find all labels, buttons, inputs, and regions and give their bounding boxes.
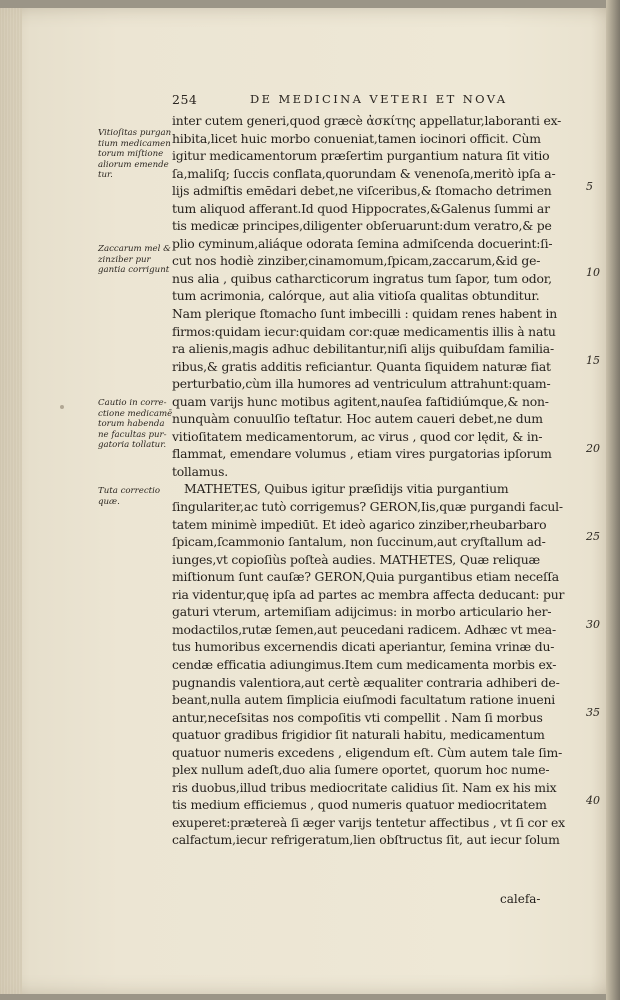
text-line: tum acrimonia, calórque, aut alia vitioſa qualitas obtunditur.: [172, 288, 540, 304]
text-line: ra alienis,magis adhuc debilitantur,niſi alijs quibuſdam familia-: [172, 341, 554, 357]
margin-note: Tuta correctio quæ.: [98, 486, 161, 507]
line-number: 30: [586, 618, 600, 631]
text-line: lijs admiſtis emēdari debet,ne viſceribus,& ſtomacho detrimen: [172, 183, 552, 199]
text-line: plio cyminum,aliáque odorata ſemina admiſcenda docuerint:ſi-: [172, 235, 553, 251]
line-number: 40: [586, 794, 600, 807]
running-header: [172, 92, 612, 108]
text-line: exuperet:prætereà ſi æger varijs tentetur affectibus , vt ſi cor ex: [172, 814, 565, 830]
text-line: quatuor gradibus frigidior ſit naturali habitu, medicamentum: [172, 727, 545, 743]
line-number: 20: [586, 442, 600, 455]
line-number: 15: [586, 354, 600, 367]
text-line: ſpicam,ſcammonio ſantalum, non ſuccinum,aut cryſtallum ad-: [172, 534, 546, 550]
text-line: pugnandis valentiora,aut certè æqualiter contraria adhiberi de-: [172, 674, 560, 690]
text-line: flammat, emendare volumus , etiam vires purgatorias ipſorum: [172, 446, 552, 462]
text-line: firmos:quidam iecur:quidam cor:quæ medicamentis illis à natu: [172, 323, 556, 339]
text-line: tis medium efficiemus , quod numeris quatuor mediocritatem: [172, 797, 547, 813]
text-line: nunquàm conuulſio teſtatur. Hoc autem caueri debet,ne dum: [172, 411, 543, 427]
text-line: Nam plerique ſtomacho ſunt imbecilli : quidam renes habent in: [172, 306, 557, 322]
ink-spot: [60, 405, 64, 409]
text-line: quatuor numeris excedens , eligendum eſt. Cùm autem tale ſim-: [172, 744, 563, 760]
page-number: 254: [172, 92, 198, 107]
text-line: ribus,& gratis additis reficiantur. Quanta ſiquidem naturæ fiat: [172, 358, 551, 374]
text-line: nus alia , quibus catharcticorum ingratus tum ſapor, tum odor,: [172, 270, 552, 286]
text-line: ſingulariter,ac tutò corrigemus? GERON,Iis,quæ purgandi facul-: [172, 499, 563, 515]
line-number: 5: [586, 180, 593, 193]
catchword: calefa-: [500, 892, 541, 906]
text-line: modactilos,rutæ ſemen,aut peucedani radicem. Adhæc vt mea-: [172, 621, 556, 637]
line-number: 10: [586, 266, 600, 279]
text-line: cendæ efficatia adiungimus.Item cum medicamenta morbis ex-: [172, 656, 557, 672]
text-line: quam varijs hunc motibus agitent,nauſea faſtidiúmque,& non-: [172, 393, 549, 409]
main-text: [172, 112, 592, 849]
text-line: calfactum,iecur refrigeratum,lien obſtructus ſit, aut iecur ſolum: [172, 832, 560, 848]
text-line: cut nos hodiè zinziber,cinamomum,ſpicam,zaccarum,&id ge-: [172, 253, 541, 269]
text-line: tus humoribus excernendis dicati aperiantur, ſemina vrinæ du-: [172, 639, 555, 655]
text-line: vitioſitatem medicamentorum, ac virus , quod cor lędit, & in-: [172, 428, 543, 444]
margin-note: Zaccarum mel & zinziber pur gantia corrigunt: [98, 244, 171, 276]
text-line: perturbatio,cùm illa humores ad ventriculum attrahunt:quam-: [172, 376, 551, 392]
text-line: MATHETES, Quibus igitur præſidijs vitia purgantium: [184, 481, 509, 497]
text-line: ria videntur,quę ipſa ad partes ac membra affecta deducant: pur: [172, 586, 565, 602]
page-edge: [606, 0, 620, 1000]
text-line: ſa,maliſq; ſuccis conflata,quorundam & venenoſa,meritò ipſa a-: [172, 165, 556, 181]
text-line: tum aliquod afferant.Id quod Hippocrates,&Galenus ſummi ar: [172, 200, 550, 216]
text-line: hibita,licet huic morbo conueniat,tamen iocinori officit. Cùm: [172, 130, 541, 146]
margin-note: Cautio in corre- ctione medicamē torum habenda ne facultas pur- gatoria tollatur.: [98, 398, 173, 451]
text-line: beant,nulla autem ſimplicia eiuſmodi facultatum ratione inueni: [172, 692, 556, 708]
line-number: 25: [586, 530, 600, 543]
text-line: gaturi vterum, artemiſiam adijcimus: in morbo articulario her-: [172, 604, 552, 620]
text-line: plex nullum adeſt,duo alia ſumere oportet, quorum hoc nume-: [172, 762, 550, 778]
margin-note: Vitioſitas purgan tium medicamen torum miſtione aliorum emende tur.: [98, 128, 172, 181]
text-line: tis medicæ principes,diligenter obſeruarunt:dum veratro,& pe: [172, 218, 552, 234]
text-line: miſtionum ſunt cauſæ? GERON,Quia purgantibus etiam neceſſa: [172, 569, 559, 585]
running-title: DE MEDICINA VETERI ET NOVA: [250, 92, 508, 106]
text-line: igitur medicamentorum præſertim purgantium natura ſit vitio: [172, 148, 550, 164]
text-line: ris duobus,illud tribus mediocritate calidius ſit. Nam ex his mix: [172, 779, 557, 795]
text-line: tatem minimè impediūt. Et ideò agarico zinziber,rheubarbaro: [172, 516, 547, 532]
line-number: 35: [586, 706, 600, 719]
text-line: tollamus.: [172, 463, 228, 479]
text-line: inter cutem generi,quod græcè ἀσκίτης appellatur,laboranti ex-: [172, 113, 562, 128]
text-line: antur,neceſsitas nos compoſitis vti compellit . Nam ſi morbus: [172, 709, 543, 725]
text-line: iunges,vt copioſiùs poſteà audies. MATHETES, Quæ reliquæ: [172, 551, 540, 567]
